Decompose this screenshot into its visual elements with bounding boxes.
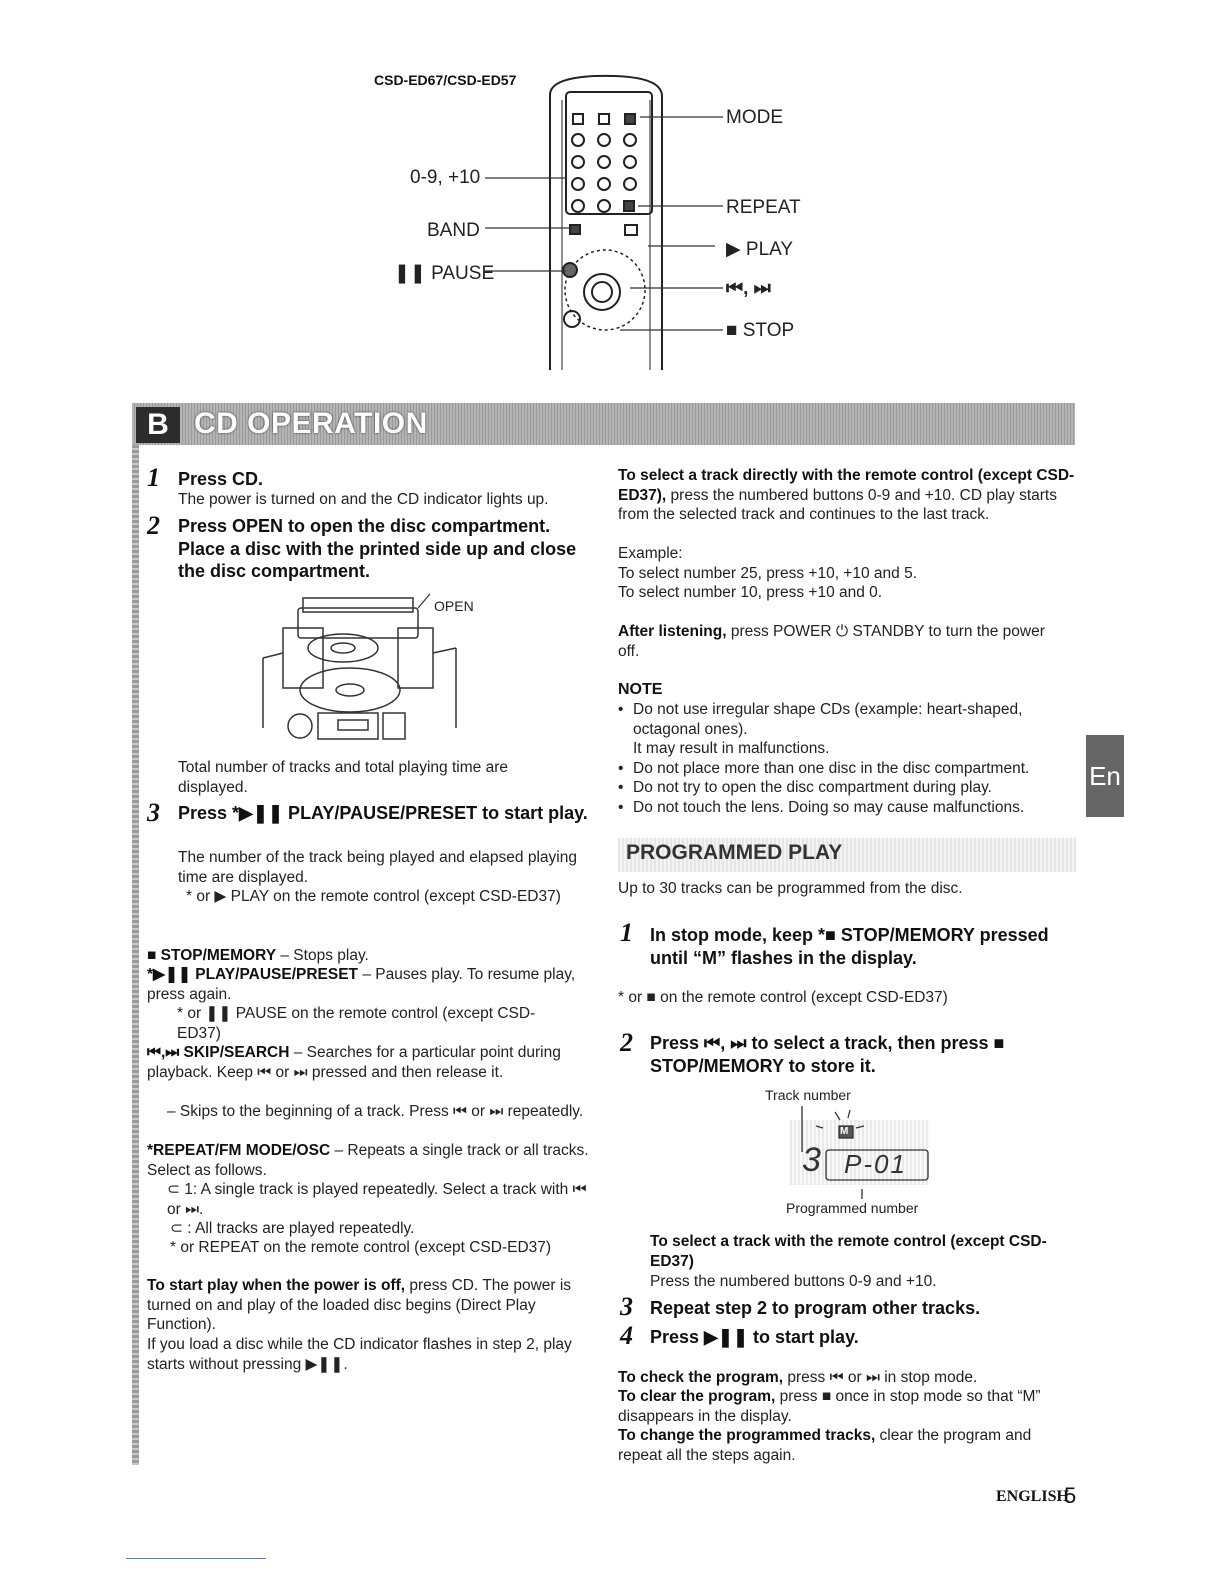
- note-list: [618, 700, 1070, 818]
- display-program-number: P-01: [844, 1149, 907, 1179]
- step-2-heading: Press OPEN to open the disc compartment. Place a disc with the printed side up and close the disc compartment.: [178, 516, 577, 581]
- play-pause-note: * or ❚❚ PAUSE on the remote control (except CSD-ED37): [177, 1005, 536, 1042]
- remote-play-label: ▶ PLAY: [726, 239, 794, 260]
- clear-program-desc: [618, 1387, 1076, 1426]
- example-2: To select number 10, press +10 and 0.: [618, 584, 883, 601]
- language-tab: En: [1086, 735, 1124, 817]
- clear-program-term: To clear the program,: [618, 1388, 776, 1405]
- skip-search-term: ⏮,⏭ SKIP/SEARCH: [147, 1044, 290, 1061]
- remote-repeat-label: REPEAT: [726, 197, 801, 218]
- programmed-play-header: [618, 838, 1076, 872]
- clear-program-text: press ■ once in stop mode so that “M” disappears in the display.: [618, 1388, 1041, 1425]
- repeat-note: * or REPEAT on the remote control (except CSD-ED37): [170, 1239, 552, 1256]
- direct-play-desc-2: If you load a disc while the CD indicator flashes in step 2, play starts without pressing ▶❚❚.: [147, 1336, 572, 1373]
- step-3-heading: Press *▶❚❚ PLAY/PAUSE/PRESET to start play.: [178, 803, 588, 823]
- remote-select-heading: To select a track with the remote control (except CSD-ED37): [650, 1233, 1047, 1270]
- remote-numbers-label: 0-9, +10: [410, 167, 481, 188]
- change-program-term: To change the programmed tracks,: [618, 1427, 876, 1444]
- prog-step-1-number: 1: [620, 918, 633, 947]
- after-listening-text: press POWER ⏻ STANDBY to turn the power off.: [618, 623, 1045, 660]
- remote-pause-label: ❚❚ PAUSE: [394, 263, 495, 284]
- direct-select-term: To select a track directly with the remote control (except CSD-ED37),: [618, 467, 1075, 504]
- section-title: CD OPERATION: [194, 407, 428, 440]
- play-pause-desc: [147, 965, 592, 1004]
- prog-step-3-number: 3: [620, 1292, 633, 1321]
- step-3-body: The number of the track being played and elapsed playing time are displayed.: [178, 849, 577, 886]
- stop-memory-desc: [147, 946, 592, 966]
- stop-memory-text: – Stops play.: [276, 947, 369, 964]
- change-program-text: clear the program and repeat all the steps again.: [618, 1427, 1032, 1464]
- footer-language: ENGLISH: [996, 1488, 1069, 1505]
- step-1-body: The power is turned on and the CD indicator lights up.: [178, 491, 549, 508]
- footer-rule: [126, 1558, 266, 1559]
- check-program-term: To check the program,: [618, 1369, 784, 1386]
- prog-step-2-number: 2: [620, 1028, 633, 1057]
- repeat-text: – Repeats a single track or all tracks. Select as follows.: [147, 1142, 589, 1179]
- step-1-number: 1: [147, 463, 160, 492]
- cd-player-illustration: [258, 588, 458, 748]
- play-pause-text: – Pauses play. To resume play, press again.: [147, 966, 576, 1003]
- note-item: • Do not touch the lens. Doing so may cause malfunctions.: [618, 798, 1070, 818]
- example-1: To select number 25, press +10, +10 and 5.: [618, 565, 917, 582]
- direct-play-desc: [147, 1276, 587, 1335]
- page-number: 5: [1064, 1483, 1077, 1508]
- prog-step-4-heading: Press ▶❚❚ to start play.: [650, 1327, 859, 1347]
- direct-select-text: press the numbered buttons 0-9 and +10. CD play starts from the selected track and continues to the last track.: [618, 486, 1057, 524]
- repeat-term: *REPEAT/FM MODE/OSC: [147, 1142, 331, 1159]
- step-3-number: 3: [147, 798, 160, 827]
- repeat-all: ⊂ : All tracks are played repeatedly.: [170, 1220, 415, 1237]
- programmed-number-label: Programmed number: [786, 1200, 919, 1216]
- change-program-desc: [618, 1426, 1076, 1465]
- prog-step-1-note: * or ■ on the remote control (except CSD-ED37): [618, 989, 948, 1006]
- remote-select-body: Press the numbered buttons 0-9 and +10.: [650, 1273, 937, 1290]
- check-program-desc: [618, 1368, 1076, 1388]
- skip-search-desc-2: – Skips to the beginning of a track. Press ⏮ or ⏭ repeatedly.: [167, 1103, 584, 1120]
- section-letter: B: [136, 407, 180, 443]
- note-heading: NOTE: [618, 681, 663, 698]
- note-item: • Do not place more than one disc in the disc compartment.: [618, 759, 1070, 779]
- prog-step-4-number: 4: [620, 1321, 633, 1350]
- step-1-heading: Press CD.: [178, 469, 264, 489]
- prog-step-2-heading: Press ⏮, ⏭ to select a track, then press ■ STOP/MEMORY to store it.: [650, 1033, 1005, 1076]
- remote-mode-label: MODE: [726, 107, 783, 128]
- open-label: OPEN: [434, 598, 474, 614]
- after-listening-desc: [618, 622, 1058, 661]
- remote-skip-label: ⏮, ⏭: [726, 278, 771, 299]
- section-header-bar: [132, 403, 1075, 445]
- check-program-text: press ⏮ or ⏭ in stop mode.: [783, 1369, 978, 1386]
- left-margin-rule: [132, 445, 139, 1465]
- stop-memory-term: ■ STOP/MEMORY: [147, 947, 277, 964]
- repeat-desc: [147, 1141, 602, 1180]
- remote-model-label: CSD-ED67/CSD-ED57: [374, 72, 517, 88]
- remote-stop-label: ■ STOP: [726, 320, 795, 341]
- step-3-note: * or ▶ PLAY on the remote control (except CSD-ED37): [186, 888, 561, 905]
- skip-search-text: – Searches for a particular point during playback. Keep ⏮ or ⏭ pressed and then release it.: [147, 1044, 561, 1081]
- track-number-label: Track number: [765, 1087, 851, 1103]
- skip-search-desc: [147, 1043, 602, 1082]
- play-pause-term: *▶❚❚ PLAY/PAUSE/PRESET: [147, 966, 359, 983]
- note-item-extra: It may result in malfunctions.: [633, 740, 830, 758]
- programmed-intro: Up to 30 tracks can be programmed from the disc.: [618, 880, 963, 897]
- example-label: Example:: [618, 545, 683, 562]
- direct-select-desc: [618, 466, 1076, 525]
- remote-band-label: BAND: [427, 220, 480, 241]
- note-item: • Do not try to open the disc compartment during play.: [618, 778, 1070, 798]
- prog-step-1-heading: In stop mode, keep *■ STOP/MEMORY pressed until “M” flashes in the display.: [650, 925, 1049, 968]
- repeat-single: ⊂ 1: A single track is played repeatedly. Select a track with ⏮ or ⏭.: [167, 1181, 587, 1218]
- step-2-after-image: Total number of tracks and total playing time are displayed.: [178, 759, 508, 796]
- after-listening-term: After listening,: [618, 623, 727, 640]
- direct-play-term: To start play when the power is off,: [147, 1277, 406, 1294]
- programmed-play-title: PROGRAMMED PLAY: [626, 841, 843, 864]
- display-m-indicator: M: [840, 1126, 849, 1137]
- note-item: • Do not use irregular shape CDs (example: heart-shaped, octagonal ones).: [618, 700, 1070, 739]
- prog-step-3-heading: Repeat step 2 to program other tracks.: [650, 1298, 981, 1318]
- display-track-digit: 3: [802, 1141, 821, 1179]
- step-2-number: 2: [147, 511, 160, 540]
- direct-play-text: press CD. The power is turned on and play of the loaded disc begins (Direct Play Function).: [147, 1277, 572, 1334]
